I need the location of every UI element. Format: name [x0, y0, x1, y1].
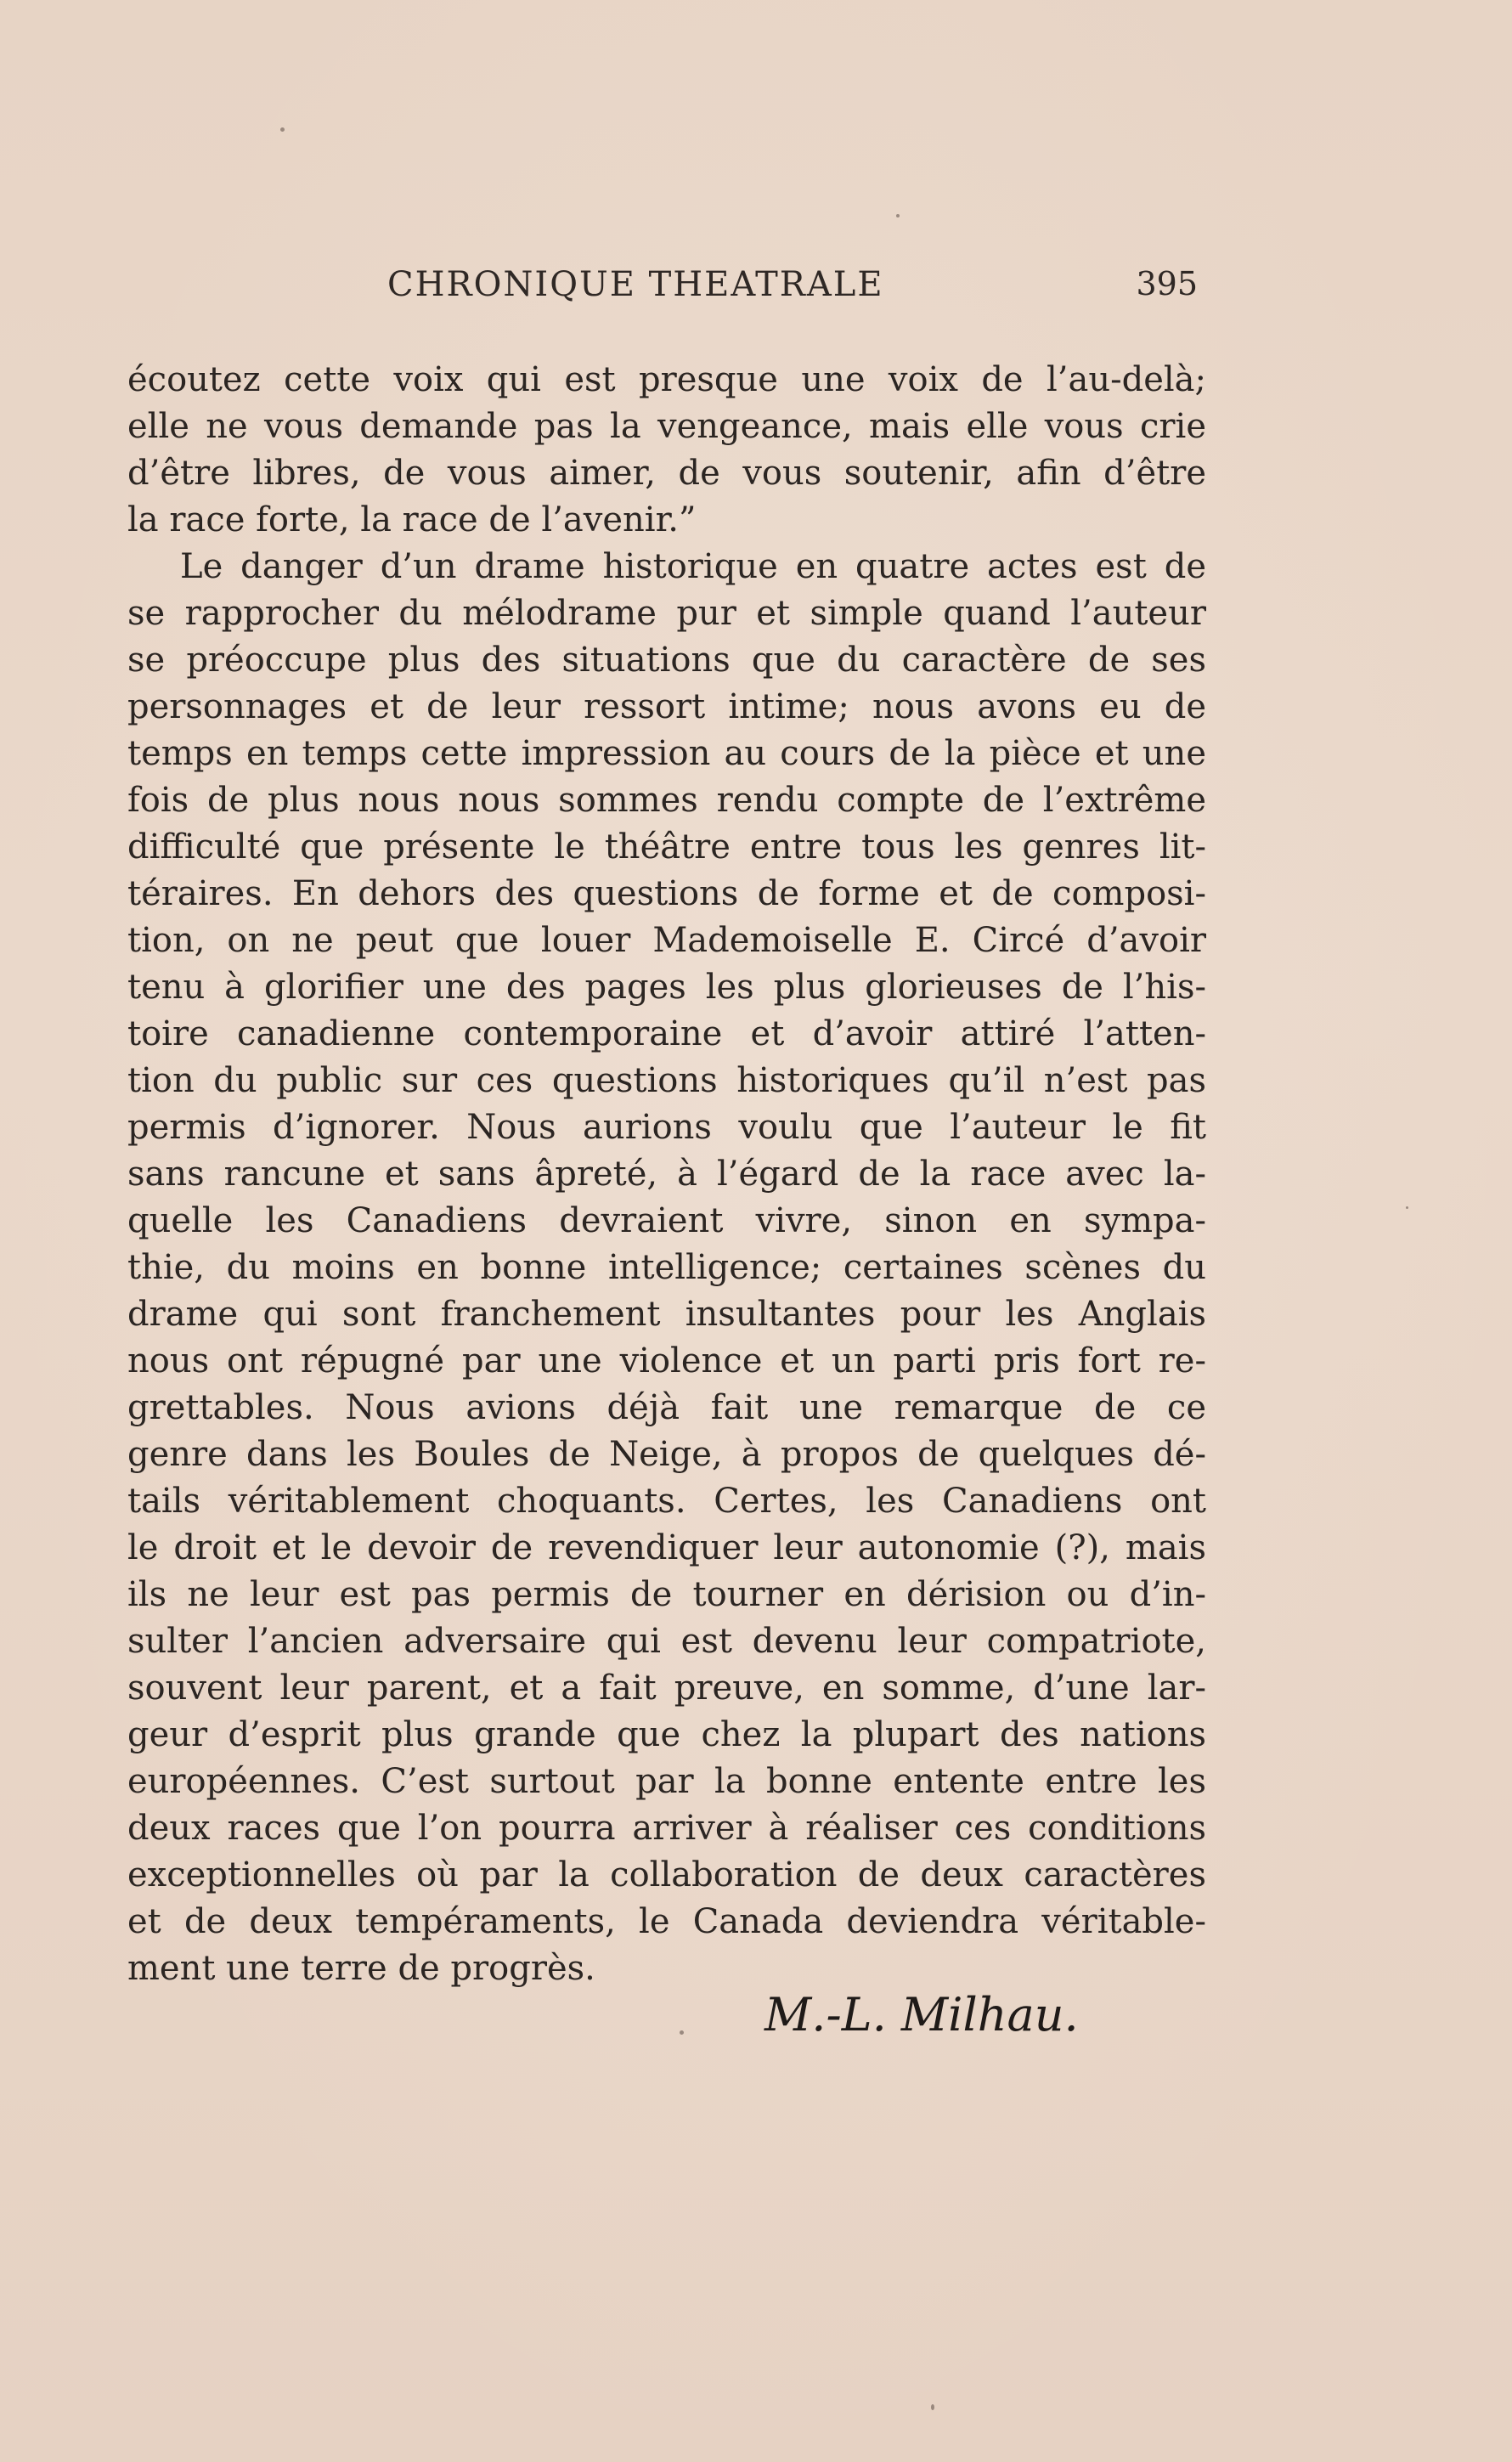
text-line: souvent leur parent, et a fait preuve, en somme, d’une lar- [127, 1669, 1206, 1708]
text-line: personnages et de leur ressort intime; nous avons eu de [127, 687, 1206, 726]
text-line: deux races que l’on pourra arriver à réaliser ces conditions [127, 1809, 1206, 1848]
text-line: sans rancune et sans âpreté, à l’égard de la race avec la- [127, 1155, 1206, 1194]
text-line: la race forte, la race de l’avenir.” [127, 500, 697, 539]
text-line: se rapprocher du mélodrame pur et simple quand l’auteur [127, 594, 1206, 633]
author-signature: M.-L. Milhau. [764, 1988, 1079, 2041]
running-head [127, 265, 1198, 316]
paper-speck [280, 127, 285, 132]
text-line: ils ne leur est pas permis de tourner en dérision ou d’in- [127, 1575, 1206, 1614]
text-line: téraires. En dehors des questions de forme et de composi- [127, 874, 1206, 913]
body-text [127, 357, 1206, 1992]
text-line: européennes. C’est surtout par la bonne entente entre les [127, 1762, 1206, 1801]
text-line: d’être libres, de vous aimer, de vous soutenir, afin d’être [127, 454, 1206, 493]
text-line: nous ont répugné par une violence et un parti pris fort re- [127, 1341, 1206, 1381]
text-line: geur d’esprit plus grande que chez la plupart des nations [127, 1715, 1206, 1754]
text-line: le droit et le devoir de revendiquer leur autonomie (?), mais [127, 1528, 1206, 1567]
running-head-title: CHRONIQUE THEATRALE [387, 265, 884, 304]
paper-speck [896, 214, 900, 217]
text-line: grettables. Nous avions déjà fait une remarque de ce [127, 1388, 1206, 1427]
text-line: sulter l’ancien adversaire qui est devenu leur compatriote, [127, 1622, 1206, 1661]
text-line: exceptionnelles où par la collaboration de deux caractères [127, 1855, 1206, 1894]
paper-speck [1406, 1206, 1408, 1209]
text-line: ment une terre de progrès. [127, 1949, 595, 1988]
text-line: tion du public sur ces questions historiques qu’il n’est pas [127, 1061, 1206, 1100]
text-line: écoutez cette voix qui est presque une voix de l’au-delà; [127, 360, 1206, 399]
text-line: Le danger d’un drame historique en quatre actes est de [180, 547, 1206, 586]
text-line: fois de plus nous nous sommes rendu compte de l’extrême [127, 781, 1206, 820]
text-line: quelle les Canadiens devraient vivre, sinon en sympa- [127, 1201, 1206, 1240]
text-line: elle ne vous demande pas la vengeance, mais elle vous crie [127, 407, 1206, 446]
page-number: 395 [1136, 265, 1198, 302]
text-line: thie, du moins en bonne intelligence; certaines scènes du [127, 1248, 1206, 1287]
text-line: genre dans les Boules de Neige, à propos de quelques dé- [127, 1435, 1206, 1474]
text-line: permis d’ignorer. Nous aurions voulu que l’auteur le fit [127, 1108, 1206, 1147]
text-line: difficulté que présente le théâtre entre tous les genres lit- [127, 827, 1206, 867]
paper-speck [931, 2404, 934, 2410]
text-line: tion, on ne peut que louer Mademoiselle E. Circé d’avoir [127, 921, 1206, 960]
paper-speck [680, 2030, 684, 2035]
text-line: drame qui sont franchement insultantes pour les Anglais [127, 1295, 1206, 1334]
text-line: temps en temps cette impression au cours de la pièce et une [127, 734, 1206, 773]
text-line: tails véritablement choquants. Certes, les Canadiens ont [127, 1482, 1206, 1521]
text-line: et de deux tempéraments, le Canada deviendra véritable- [127, 1902, 1206, 1941]
text-line: tenu à glorifier une des pages les plus glorieuses de l’his- [127, 968, 1206, 1007]
text-line: toire canadienne contemporaine et d’avoir attiré l’atten- [127, 1014, 1206, 1053]
text-line: se préoccupe plus des situations que du caractère de ses [127, 641, 1206, 680]
